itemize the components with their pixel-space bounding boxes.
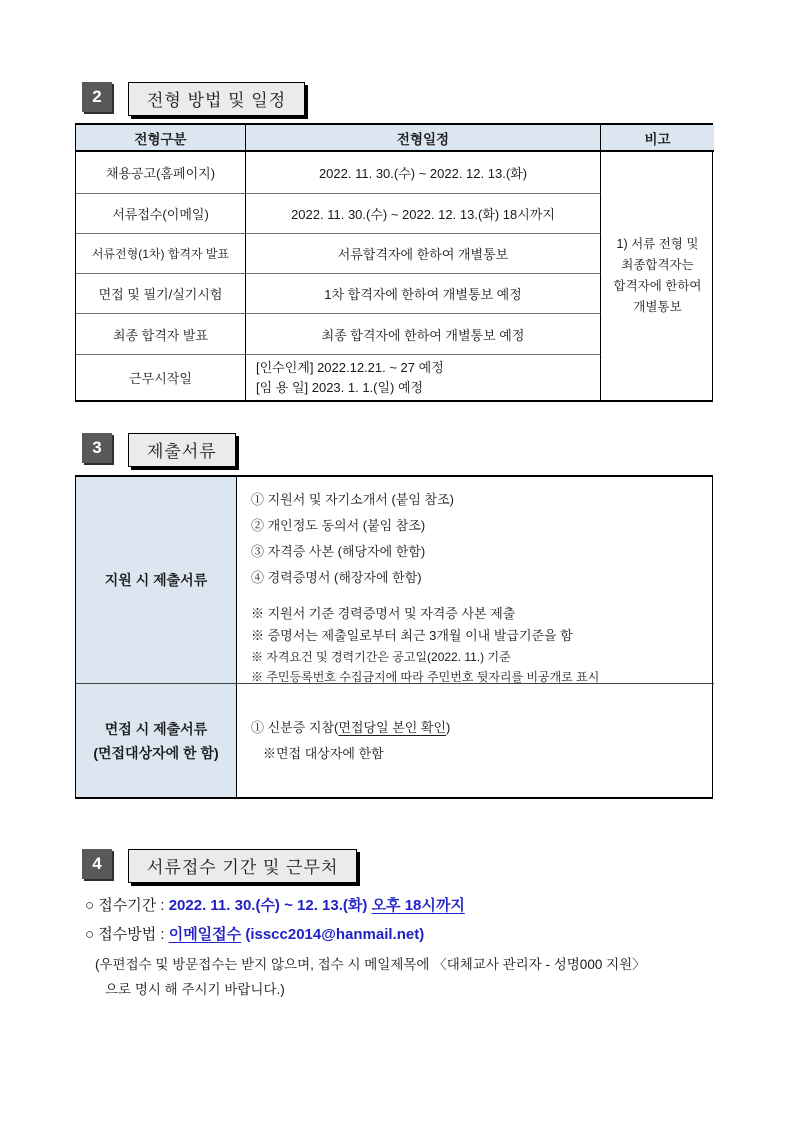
table-row-schedule: 2022. 11. 30.(수) ~ 2022. 12. 13.(화) 18시까지 (246, 194, 601, 234)
application-docs-cell (237, 477, 714, 684)
table-row-schedule (246, 355, 601, 400)
row-label-application-docs: 지원 시 제출서류 (76, 477, 237, 684)
section3-title: 제출서류 (128, 433, 236, 467)
reception-note-line2: 으로 명시 해 주시기 바랍니다.) (105, 982, 285, 997)
table-row-category: 최종 합격자 발표 (76, 314, 246, 355)
doc-item: ③ 자격증 사본 (해당자에 한함) (251, 544, 426, 559)
reception-note (85, 952, 646, 1002)
section2-title: 전형 방법 및 일정 (128, 82, 305, 116)
remark-cell (601, 152, 714, 400)
reception-method-line (85, 920, 646, 949)
interview-doc-item (251, 715, 706, 741)
table-row-category: 면접 및 필기/실기시험 (76, 274, 246, 314)
section4-number-badge: 4 (82, 849, 112, 879)
email-address-link[interactable]: (isscc2014@hanmail.net) (241, 926, 425, 943)
schedule-line-1: [인수인계] 2022.12.21. ~ 27 예정 (256, 359, 444, 375)
section4-title: 서류접수 기간 및 근무처 (128, 849, 357, 883)
label-line: 면접 시 제출서류 (104, 720, 208, 737)
table-row-category: 근무시작일 (76, 355, 246, 400)
doc-notes (251, 603, 706, 687)
reception-period-value: 2022. 11. 30.(수) ~ 12. 13.(화) (168, 897, 372, 914)
reception-period-deadline: 오후 18시까지 (371, 897, 465, 914)
section2-header (82, 82, 305, 116)
table-row-category: 서류접수(이메일) (76, 194, 246, 234)
table-row-category: 채용공고(홈페이지) (76, 152, 246, 194)
section4-header (82, 849, 357, 883)
section4-body (85, 891, 646, 1002)
table-row-schedule: 2022. 11. 30.(수) ~ 2022. 12. 13.(화) (246, 152, 601, 194)
reception-period-label: ○ 접수기간 : (85, 897, 169, 914)
reception-period-line (85, 891, 646, 920)
remark-line: 합격자에 한하여 (613, 279, 702, 293)
label-line: (면접대상자에 한 함) (93, 744, 219, 761)
doc-note: ※ 지원서 기준 경력증명서 및 자격증 사본 제출 (251, 606, 516, 621)
section2-number-badge: 2 (82, 82, 112, 112)
item-text: ① 신분증 지참( (251, 719, 339, 735)
schedule-line-2: [임 용 일] 2023. 1. 1.(일) 예정 (256, 379, 424, 395)
table-row-schedule: 최종 합격자에 한하여 개별통보 예정 (246, 314, 601, 355)
doc-item: ① 지원서 및 자기소개서 (붙임 참조) (251, 492, 454, 507)
table-row-category: 서류전형(1차) 합격자 발표 (76, 234, 246, 274)
reception-method-label: ○ 접수방법 : (85, 926, 169, 943)
table-row-schedule: 서류합격자에 한하여 개별통보 (246, 234, 601, 274)
section3-header (82, 433, 236, 467)
documents-table (75, 475, 713, 799)
interview-doc-note: ※면접 대상자에 한함 (263, 745, 384, 761)
doc-note: ※ 주민등록번호 수집금지에 따라 주민번호 뒷자리를 비공개로 표시 (251, 670, 600, 684)
remark-line: 최종합격자는 (621, 258, 694, 272)
column-header-remark: 비고 (601, 125, 714, 152)
remark-line: 1) 서류 전형 및 (616, 237, 699, 251)
item-underlined-text: 면접당일 본인 확인 (338, 719, 447, 735)
remark-line: 개별통보 (633, 300, 682, 314)
doc-item: ④ 경력증명서 (해장자에 한함) (251, 570, 422, 585)
reception-note-line1: (우편접수 및 방문접수는 받지 않으며, 접수 시 메일제목에 〈대체교사 관리자 - 성명000 지원〉 (95, 957, 646, 972)
row-label-interview-docs (76, 684, 237, 797)
doc-note: ※ 자격요건 및 경력기간은 공고일(2022. 11.) 기준 (251, 650, 511, 664)
column-header-category: 전형구분 (76, 125, 246, 152)
doc-note: ※ 증명서는 제출일로부터 최근 3개월 이내 발급기준을 함 (251, 628, 573, 643)
doc-item: ② 개인정도 동의서 (붙임 참조) (251, 518, 426, 533)
column-header-schedule: 전형일정 (246, 125, 601, 152)
interview-docs-cell (237, 684, 714, 797)
email-reception-link[interactable]: 이메일접수 (168, 926, 242, 943)
item-text: ) (446, 719, 451, 735)
section3-number-badge: 3 (82, 433, 112, 463)
table-row-schedule: 1차 합격자에 한하여 개별통보 예정 (246, 274, 601, 314)
selection-schedule-table (75, 123, 713, 402)
